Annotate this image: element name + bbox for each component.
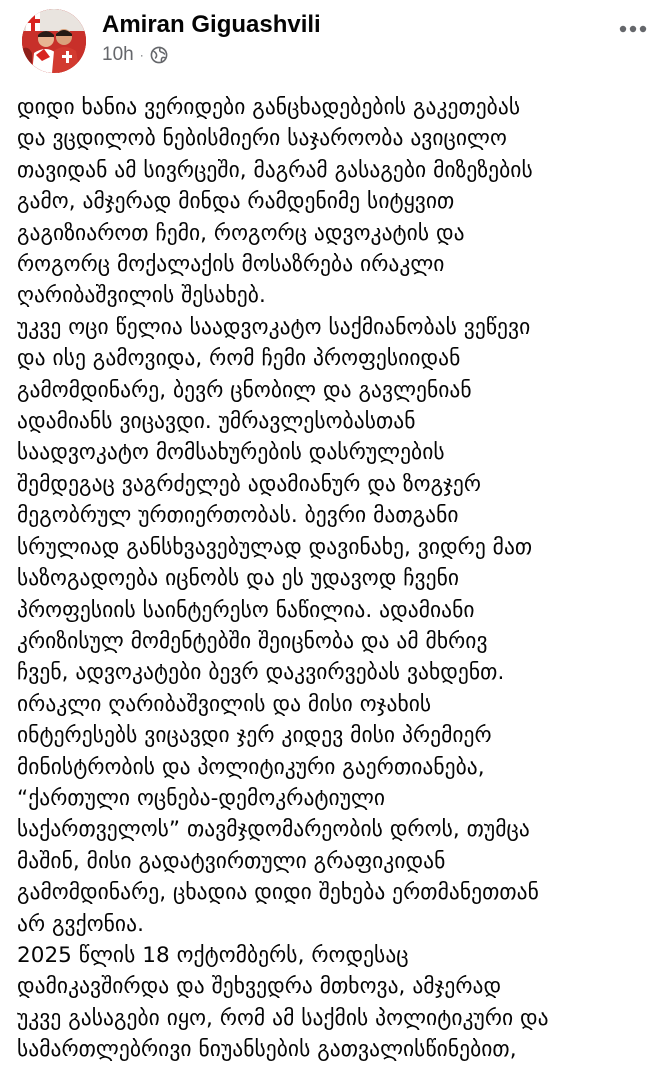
separator-dot: ·: [139, 48, 144, 62]
post-text-line: გამომდინარე, ცხადია დიდი შეხება ერთმანეთთან: [17, 880, 539, 906]
post-text-line: თავიდან ამ სივრცეში, მაგრამ გასაგები მიზეზების: [17, 157, 533, 183]
post-text-line: საქართველოს” თავმჯდომარეობის დროს, თუმცა: [17, 817, 530, 843]
post-text-line: დიდი ხანია ვერიდები განცხადებების გაკეთებას: [17, 95, 521, 120]
post-text-line: გამო, ამჯერად მინდა რამდენიმე სიტყვით: [17, 189, 455, 215]
post-text: [17, 92, 649, 1066]
post-text-line: უკვე გასაგები იყო, რომ ამ საქმის პოლიტიკური და: [17, 1005, 549, 1031]
post-header: [22, 6, 647, 76]
author-name[interactable]: Amiran Giguashvili: [102, 11, 321, 38]
avatar-photo: [22, 9, 86, 73]
post-text-line: გამომდინარე, ბევრ ცნობილ და გავლენიან: [17, 377, 472, 403]
post-text-line: სამართლებრივი ნიუანსების გათვალისწინებით,: [17, 1037, 517, 1063]
post-text-line: მინისტრობის და პოლიტიკური გაერთიანება,: [17, 754, 485, 780]
post-text-line: ინტერესებს ვიცავდი ჯერ კიდევ მისი პრემიერ: [17, 723, 492, 749]
post-text-line: “ქართული ოცნება-დემოკრატიული: [17, 785, 386, 811]
post-paragraph: [17, 312, 649, 940]
post-paragraph: [17, 940, 649, 1066]
post-text-line: მეგობრულ ურთიერთობას. ბევრი მათგანი: [17, 503, 459, 529]
post-text-line: საზოგადოება იცნობს და ეს უდავოდ ჩვენი: [17, 566, 460, 592]
post-text-line: ადამიანს ვიცავდი. უმრავლესობასთან: [17, 409, 416, 435]
post-text-line: ირაკლი ღარიბაშვილის და მისი ოჯახის: [17, 691, 432, 717]
post-text-line: და ისე გამოვიდა, რომ ჩემი პროფესიიდან: [17, 346, 461, 372]
post-text-line: პროფესიის საინტერესო ნაწილია. ადამიანი: [17, 597, 475, 623]
post-text-line: როგორც მოქალაქის მოსაზრება ირაკლი: [17, 252, 445, 278]
post-text-line: კრიზისულ მომენტებში შეიცნობა და ამ მხრივ: [17, 628, 488, 654]
post-text-line: შემდეგაც ვაგრძელებ ადამიანურ და ზოგჯერ: [17, 471, 482, 497]
post-text-line: 2025 წლის 18 ოქტომბერს, როდესაც: [17, 942, 409, 968]
post-text-line: საადვოკატო მომსახურების დასრულების: [17, 440, 445, 466]
globe-icon[interactable]: [150, 46, 168, 64]
post-meta: [102, 11, 321, 66]
post-text-line: და ვცდილობ ნებისმიერი საჯაროობა ავიცილო: [17, 126, 507, 152]
post-text-line: გაგიზიაროთ ჩემი, როგორც ადვოკატის და: [17, 220, 465, 246]
post-time[interactable]: 10h: [102, 44, 134, 65]
post-text-line: დამიკავშირდა და შეხვედრა მთხოვა, ამჯერად: [17, 974, 502, 1000]
post-text-line: სრულიად განსხვავებულად დავინახე, ვიდრე მათ: [17, 534, 533, 560]
avatar[interactable]: [22, 9, 86, 73]
post-text-line: ღარიბაშვილის შესახებ.: [17, 283, 266, 309]
post-paragraph: [17, 92, 649, 312]
more-options-button[interactable]: [607, 12, 647, 42]
post-text-line: უკვე ოცი წელია საადვოკატო საქმიანობას ვეწევი: [17, 314, 531, 340]
post-text-line: არ გვქონია.: [17, 911, 144, 937]
post-subline: [102, 44, 321, 66]
post-text-line: მაშინ, მისი გადატვირთული გრაფიკიდან: [17, 848, 446, 874]
more-horizontal-icon: [619, 18, 647, 37]
post-text-line: ჩვენ, ადვოკატები ბევრ დაკვირვებას ვახდენთ.: [17, 660, 505, 686]
